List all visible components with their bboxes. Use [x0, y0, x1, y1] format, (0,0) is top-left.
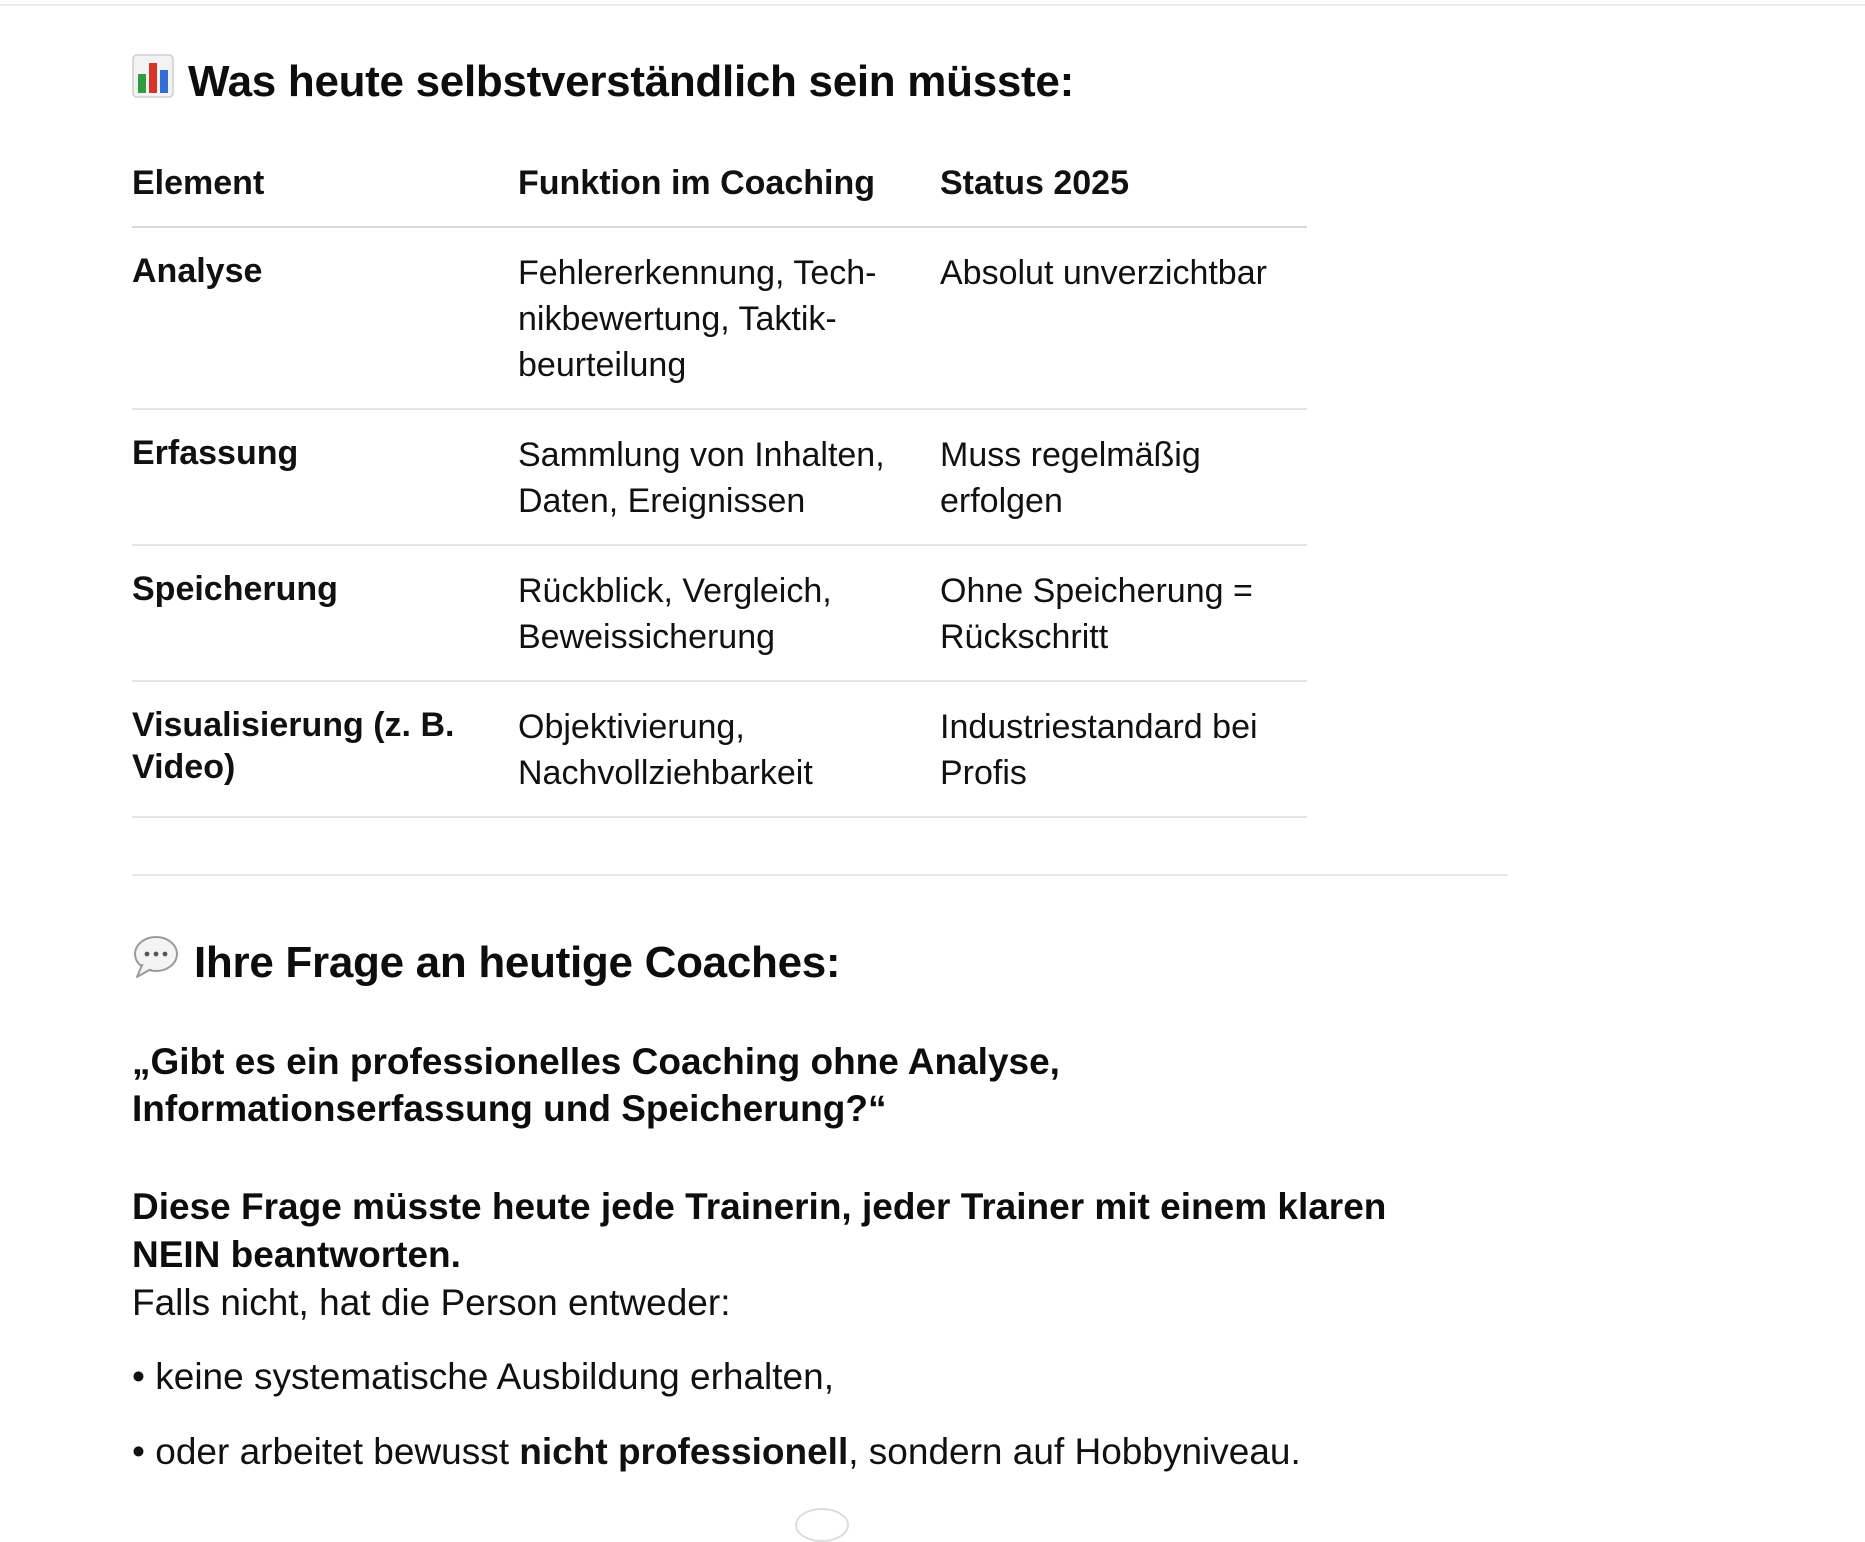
section-heading-question — [132, 934, 840, 991]
section-heading-status-text: Was heute selbstverständlich sein müsste: — [188, 56, 1074, 106]
cell-function: Fehlererkennung, Tech- nikbewertung, Taktik- beurteilung — [518, 227, 940, 409]
table-row — [132, 409, 1307, 545]
cell-status: Muss regelmäßig erfolgen — [940, 409, 1307, 545]
column-header-status: Status 2025 — [940, 150, 1307, 227]
cell-element: Speicherung — [132, 545, 518, 681]
table-header-row — [132, 150, 1307, 227]
section-heading-question-text: Ihre Frage an heutige Coaches: — [194, 937, 841, 987]
table-row — [132, 227, 1307, 409]
cell-status: Ohne Speicherung = Rückschritt — [940, 545, 1307, 681]
speech-bubble-icon — [132, 934, 180, 991]
list-item-text-after: , sondern auf Hobbyniveau. — [848, 1431, 1301, 1472]
table-row — [132, 545, 1307, 681]
bullet-marker: • — [132, 1431, 145, 1472]
claim-paragraph: Diese Frage müsste heute jede Trainerin, jeder Trainer mit einem klaren NEIN beantworten. — [132, 1186, 1387, 1275]
status-table — [132, 150, 1307, 818]
list-item — [132, 1428, 1301, 1476]
column-header-element: Element — [132, 150, 518, 227]
scroll-indicator[interactable] — [795, 1508, 849, 1542]
list-item — [132, 1353, 834, 1401]
cell-element: Visualisierung (z. B. Video) — [132, 681, 518, 817]
intro-text: Falls nicht, hat die Person entweder: — [132, 1282, 731, 1323]
list-item-emphasis: nicht professionell — [519, 1431, 849, 1472]
list-item-text-before: oder arbeitet bewusst — [155, 1431, 520, 1472]
cell-status: Absolut unverzichtbar — [940, 227, 1307, 409]
cell-function: Rückblick, Vergleich, Beweissicherung — [518, 545, 940, 681]
top-divider — [0, 4, 1865, 6]
table-row — [132, 681, 1307, 817]
section-heading-status — [132, 54, 1074, 109]
column-header-function: Funktion im Coaching — [518, 150, 940, 227]
list-item-text: keine systematische Ausbildung erhalten, — [155, 1356, 834, 1397]
cell-status: Industriestandard bei Profis — [940, 681, 1307, 817]
cell-element: Erfassung — [132, 409, 518, 545]
bullet-marker: • — [132, 1356, 145, 1397]
cell-element: Analyse — [132, 227, 518, 409]
cell-function: Objektivierung, Nachvollziehbarkeit — [518, 681, 940, 817]
bar-chart-icon — [132, 54, 174, 109]
section-divider — [132, 874, 1508, 876]
coaching-question-quote: „Gibt es ein professionelles Coaching ohne Analyse, Informationserfassung und Speicherung?“ — [132, 1041, 1060, 1129]
cell-function: Sammlung von Inhalten, Daten, Ereignissen — [518, 409, 940, 545]
